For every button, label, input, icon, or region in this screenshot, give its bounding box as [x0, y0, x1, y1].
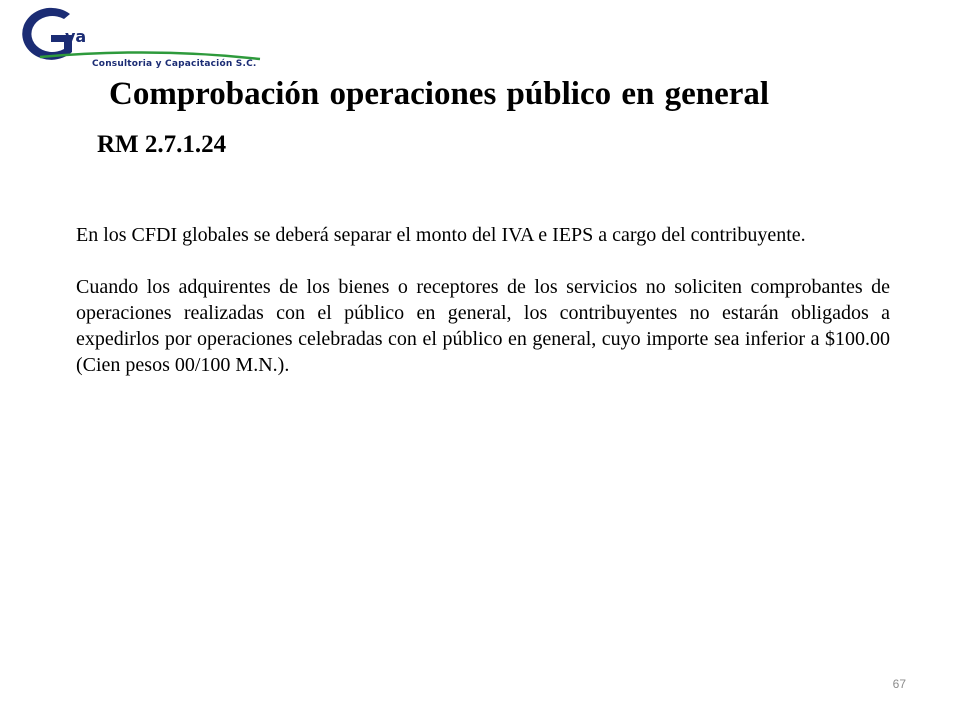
slide-title: Comprobación operaciones público en general — [109, 76, 770, 112]
page-number: 67 — [892, 677, 906, 691]
logo-monogram: va — [65, 27, 87, 46]
paragraph-cfdi-globales: En los CFDI globales se deberá separar el monto del IVA e IEPS a cargo del contribuyente. — [76, 224, 806, 246]
logo-tagline: Consultoria y Capacitación S.C. — [92, 59, 257, 69]
company-logo — [4, 2, 264, 74]
paragraph-comprobantes: Cuando los adquirentes de los bienes o receptores de los servicios no soliciten comprobantes de operaciones realizadas con el público en general, los contribuyentes no estarán obligados a expedirlos por operaciones celebradas con el público en general, cuyo importe sea inferior a $100.00 (Cien pesos 00/100 M.N.). — [76, 276, 890, 376]
slide-subtitle: RM 2.7.1.24 — [97, 131, 227, 158]
slide-body — [76, 222, 890, 378]
